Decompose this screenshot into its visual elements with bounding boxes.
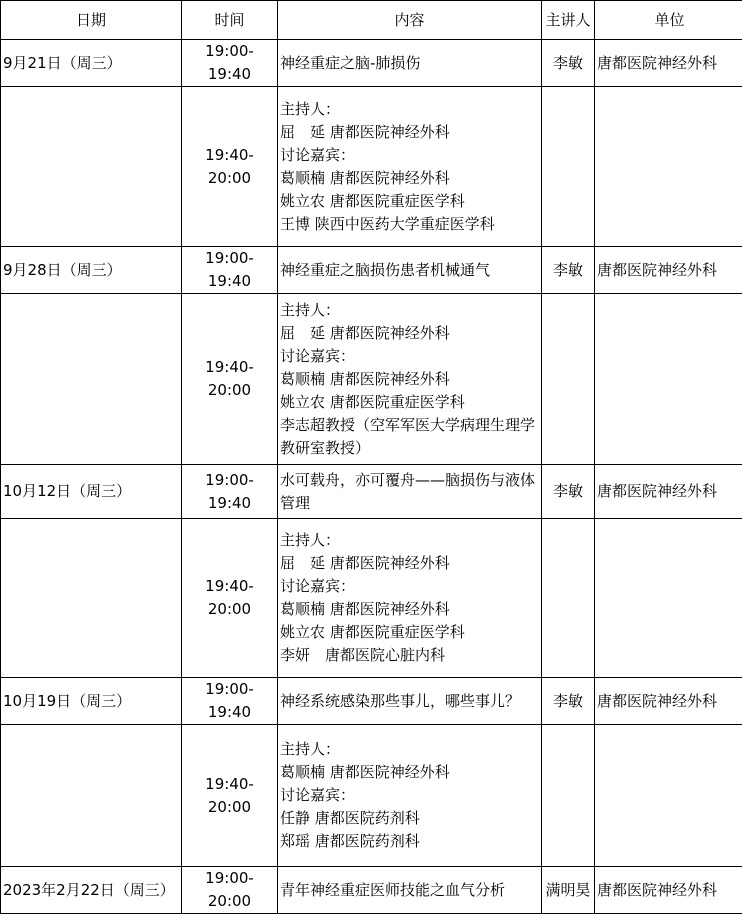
cell-content: 神经重症之脑损伤患者机械通气 <box>278 247 542 294</box>
cell-date: 2023年2月22日（周三） <box>1 867 182 914</box>
header-row <box>1 1 742 40</box>
cell-time: 19:00-19:40 <box>182 247 278 294</box>
cell-time: 19:00-19:40 <box>182 678 278 725</box>
cell-speaker: 李敏 <box>542 40 595 87</box>
table-row <box>1 725 742 867</box>
cell-content <box>278 87 542 247</box>
table-row <box>1 40 742 87</box>
cell-speaker <box>542 519 595 678</box>
cell-time: 19:40-20:00 <box>182 294 278 465</box>
cell-date: 9月21日（周三） <box>1 40 182 87</box>
cell-date <box>1 725 182 867</box>
cell-date <box>1 87 182 247</box>
content-line: 屈 延 唐都医院神经外科 <box>280 121 539 144</box>
cell-content <box>278 519 542 678</box>
content-line: 主持人： <box>280 299 539 322</box>
content-line: 姚立农 唐都医院重症医学科 <box>280 190 539 213</box>
table-row <box>1 519 742 678</box>
cell-speaker: 李敏 <box>542 678 595 725</box>
cell-time: 19:00-19:40 <box>182 40 278 87</box>
cell-content: 神经重症之脑-肺损伤 <box>278 40 542 87</box>
content-line: 讨论嘉宾： <box>280 784 539 807</box>
cell-content <box>278 294 542 465</box>
content-line: 姚立农 唐都医院重症医学科 <box>280 391 539 414</box>
content-line: 主持人： <box>280 738 539 761</box>
cell-unit: 唐都医院神经外科 <box>595 465 742 519</box>
table-row <box>1 294 742 465</box>
cell-speaker <box>542 87 595 247</box>
content-line: 姚立农 唐都医院重症医学科 <box>280 621 539 644</box>
content-line: 屈 延 唐都医院神经外科 <box>280 552 539 575</box>
content-line: 讨论嘉宾： <box>280 575 539 598</box>
cell-time: 19:40-20:00 <box>182 87 278 247</box>
cell-time: 19:40-20:00 <box>182 725 278 867</box>
cell-unit: 唐都医院神经外科 <box>595 867 742 914</box>
cell-content: 神经系统感染那些事儿，哪些事儿？ <box>278 678 542 725</box>
cell-speaker <box>542 294 595 465</box>
content-line: 葛顺楠 唐都医院神经外科 <box>280 761 539 784</box>
cell-time: 19:00-19:40 <box>182 465 278 519</box>
header-content: 内容 <box>278 1 542 40</box>
cell-date: 9月28日（周三） <box>1 247 182 294</box>
table-row <box>1 465 742 519</box>
content-line: 屈 延 唐都医院神经外科 <box>280 322 539 345</box>
header-time: 时间 <box>182 1 278 40</box>
content-text: 水可载舟，亦可覆舟——脑损伤与液体管理 <box>280 469 539 515</box>
content-line: 主持人： <box>280 529 539 552</box>
content-line: 葛顺楠 唐都医院神经外科 <box>280 598 539 621</box>
cell-date <box>1 294 182 465</box>
cell-speaker: 李敏 <box>542 247 595 294</box>
content-line: 主持人： <box>280 98 539 121</box>
cell-unit <box>595 519 742 678</box>
cell-speaker <box>542 725 595 867</box>
header-unit: 单位 <box>595 1 742 40</box>
cell-unit: 唐都医院神经外科 <box>595 678 742 725</box>
cell-date <box>1 519 182 678</box>
content-line: 讨论嘉宾： <box>280 345 539 368</box>
cell-date: 10月19日（周三） <box>1 678 182 725</box>
content-line: 任静 唐都医院药剂科 <box>280 807 539 830</box>
header-date: 日期 <box>1 1 182 40</box>
cell-time: 19:40-20:00 <box>182 519 278 678</box>
cell-unit <box>595 87 742 247</box>
cell-speaker: 李敏 <box>542 465 595 519</box>
cell-content <box>278 725 542 867</box>
cell-unit: 唐都医院神经外科 <box>595 40 742 87</box>
content-line: 葛顺楠 唐都医院神经外科 <box>280 368 539 391</box>
cell-unit: 唐都医院神经外科 <box>595 247 742 294</box>
content-line: 葛顺楠 唐都医院神经外科 <box>280 167 539 190</box>
table-row <box>1 678 742 725</box>
content-line: 郑瑶 唐都医院药剂科 <box>280 830 539 853</box>
cell-time: 19:00-20:00 <box>182 867 278 914</box>
table-row <box>1 87 742 247</box>
cell-content: 青年神经重症医师技能之血气分析 <box>278 867 542 914</box>
content-line: 李志超教授（空军军医大学病理生理学教研室教授） <box>280 414 539 460</box>
header-speaker: 主讲人 <box>542 1 595 40</box>
table-row <box>1 247 742 294</box>
cell-date: 10月12日（周三） <box>1 465 182 519</box>
content-line: 讨论嘉宾： <box>280 144 539 167</box>
cell-content <box>278 465 542 519</box>
content-line: 李妍 唐都医院心脏内科 <box>280 644 539 667</box>
cell-unit <box>595 294 742 465</box>
cell-speaker: 满明昊 <box>542 867 595 914</box>
table-row <box>1 867 742 914</box>
content-line: 王博 陕西中医药大学重症医学科 <box>280 213 539 236</box>
cell-unit <box>595 725 742 867</box>
